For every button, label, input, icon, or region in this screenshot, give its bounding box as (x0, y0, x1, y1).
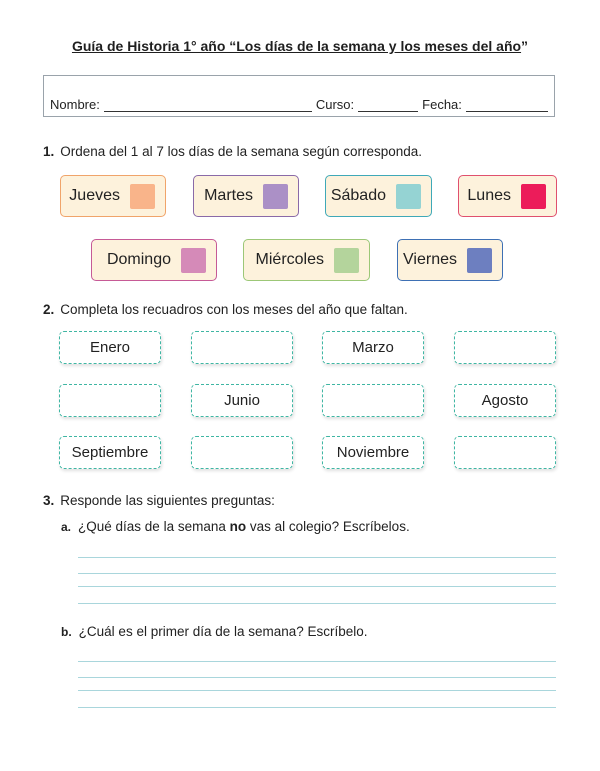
title-closing-quote: ” (521, 38, 529, 54)
month-box-10[interactable] (191, 436, 293, 469)
day-label: Martes (204, 187, 253, 204)
answer-line-b3[interactable] (78, 690, 556, 691)
sub-question-text-bold: no (229, 519, 247, 534)
curso-label: Curso: (315, 97, 355, 112)
question-2 (43, 302, 408, 317)
student-info-row (50, 97, 552, 112)
color-square[interactable] (467, 248, 492, 273)
answer-line-a3[interactable] (78, 586, 556, 587)
day-card-martes[interactable] (193, 175, 299, 217)
day-label: Viernes (403, 251, 457, 268)
sub-question-text-after: vas al colegio? Escríbelos. (246, 519, 410, 534)
title-text: Guía de Historia 1° año “Los días de la semana y los meses del año (71, 38, 522, 54)
student-info-box (43, 75, 555, 117)
nombre-field[interactable] (104, 99, 312, 112)
color-square[interactable] (263, 184, 288, 209)
color-square[interactable] (521, 184, 546, 209)
answer-line-b2[interactable] (78, 677, 556, 678)
question-3 (43, 493, 275, 508)
day-card-miercoles[interactable] (243, 239, 370, 281)
day-card-sabado[interactable] (325, 175, 432, 217)
day-label: Miércoles (255, 251, 324, 268)
answer-line-b4[interactable] (78, 707, 556, 708)
day-label: Sábado (330, 187, 386, 204)
day-label: Jueves (69, 187, 120, 204)
month-box-12[interactable] (454, 436, 556, 469)
fecha-field[interactable] (466, 99, 548, 112)
answer-line-b1[interactable] (78, 661, 556, 662)
month-box-8[interactable]: Agosto (454, 384, 556, 417)
month-box-5[interactable] (59, 384, 161, 417)
page-title (0, 38, 600, 54)
month-box-9[interactable]: Septiembre (59, 436, 161, 469)
month-box-7[interactable] (322, 384, 424, 417)
question-3b (61, 624, 368, 639)
day-card-domingo[interactable] (91, 239, 217, 281)
sub-question-text-before: ¿Qué días de la semana (78, 519, 230, 534)
question-text: Responde las siguientes preguntas: (60, 493, 275, 508)
question-1 (43, 144, 422, 159)
question-number: 1. (43, 144, 55, 159)
color-square[interactable] (396, 184, 421, 209)
month-box-3[interactable]: Marzo (322, 331, 424, 364)
month-box-4[interactable] (454, 331, 556, 364)
sub-question-letter: b. (61, 625, 72, 639)
day-label: Lunes (467, 187, 511, 204)
sub-question-letter: a. (61, 520, 72, 534)
month-box-2[interactable] (191, 331, 293, 364)
month-box-11[interactable]: Noviembre (322, 436, 424, 469)
day-card-lunes[interactable] (458, 175, 557, 217)
answer-line-a1[interactable] (78, 557, 556, 558)
sub-question-text: ¿Cuál es el primer día de la semana? Escríbelo. (78, 624, 368, 639)
nombre-label: Nombre: (50, 97, 100, 112)
month-box-1[interactable]: Enero (59, 331, 161, 364)
color-square[interactable] (334, 248, 359, 273)
question-number: 3. (43, 493, 55, 508)
color-square[interactable] (130, 184, 155, 209)
fecha-label: Fecha: (422, 97, 462, 112)
question-text: Completa los recuadros con los meses del año que faltan. (60, 302, 408, 317)
question-number: 2. (43, 302, 55, 317)
color-square[interactable] (181, 248, 206, 273)
day-card-viernes[interactable] (397, 239, 503, 281)
question-text: Ordena del 1 al 7 los días de la semana según corresponda. (60, 144, 422, 159)
curso-field[interactable] (358, 99, 418, 112)
answer-line-a2[interactable] (78, 573, 556, 574)
day-card-jueves[interactable] (60, 175, 166, 217)
question-3a (61, 519, 410, 534)
answer-line-a4[interactable] (78, 603, 556, 604)
month-box-6[interactable]: Junio (191, 384, 293, 417)
day-label: Domingo (106, 251, 171, 268)
